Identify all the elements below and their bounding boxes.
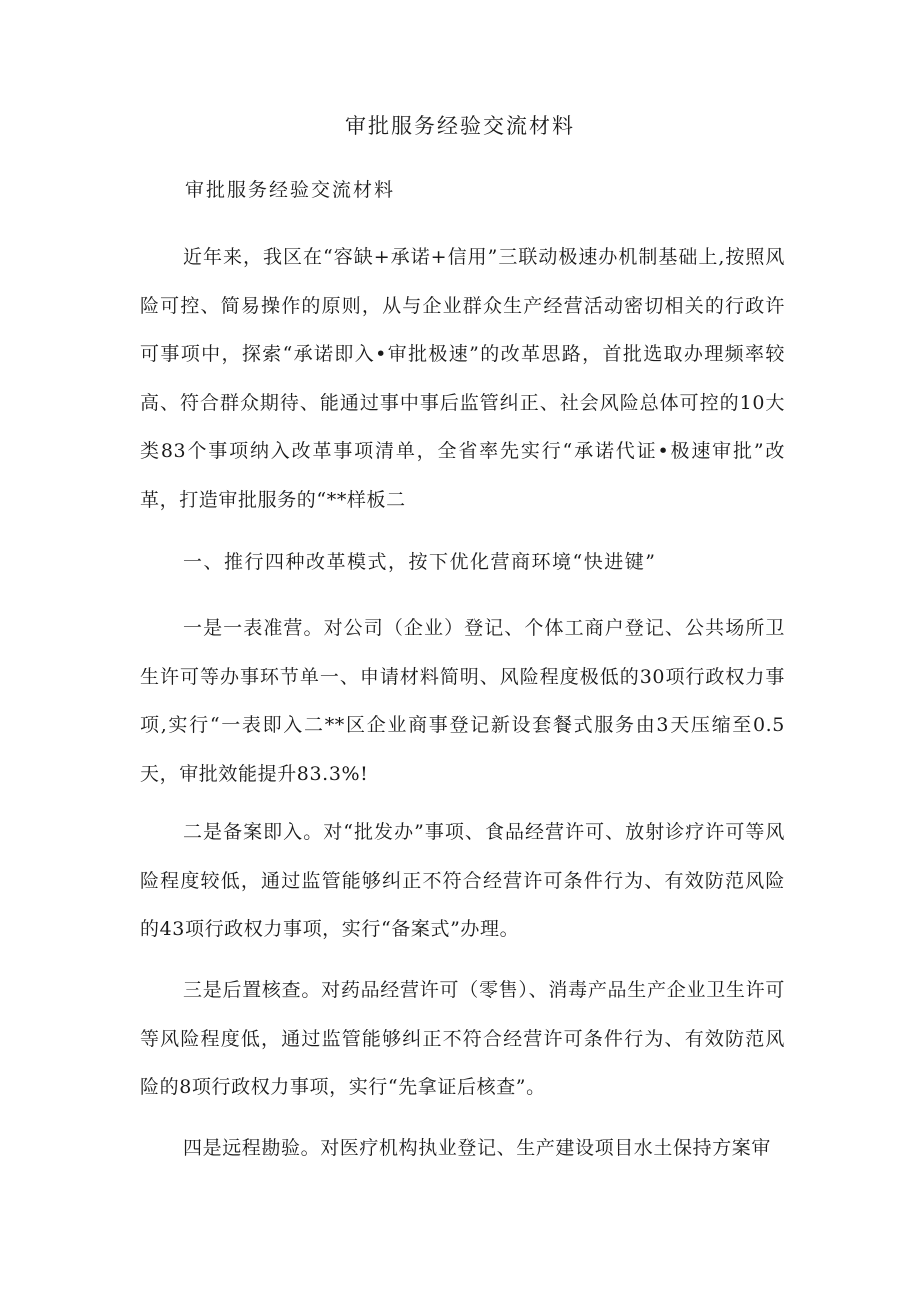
section-heading: 一、推行四种改革模式，按下优化营商环境“快进键” (183, 551, 657, 573)
item-paragraph-1: 一是一表准营。对公司（企业）登记、个体工商户登记、公共场所卫生许可等办事环节单一、申请材料简明、风险程度极低的30项行政权力事项,实行“一表即入二**区企业商事登记新设套餐式服务由3天压缩至0.5天，审批效能提升83.3%! (140, 617, 785, 785)
document-subtitle: 审批服务经验交流材料 (185, 179, 396, 201)
document-title: 审批服务经验交流材料 (345, 114, 575, 138)
intro-paragraph: 近年来，我区在“容缺+承诺+信用”三联动极速办机制基础上,按照风险可控、简易操作的原则，从与企业群众生产经营活动密切相关的行政许可事项中，探索“承诺即入•审批极速”的改革思路，首批选取办理频率较高、符合群众期待、能通过事中事后监管纠正、社会风险总体可控的10大类83个事项纳入改革事项清单，全省率先实行“承诺代证•极速审批”改革，打造审批服务的“**样板二 (140, 246, 785, 511)
item-paragraph-3: 三是后置核查。对药品经营许可（零售）、消毒产品生产企业卫生许可等风险程度低，通过监管能够纠正不符合经营许可条件行为、有效防范风险的8项行政权力事项，实行“先拿证后核查”。 (140, 979, 785, 1098)
item-paragraph-2: 二是备案即入。对“批发办”事项、食品经营许可、放射诊疗许可等风险程度较低，通过监管能够纠正不符合经营许可条件行为、有效防范风险的43项行政权力事项，实行“备案式”办理。 (140, 821, 785, 940)
item-paragraph-4: 四是远程勘验。对医疗机构执业登记、生产建设项目水土保持方案审 (183, 1137, 772, 1159)
